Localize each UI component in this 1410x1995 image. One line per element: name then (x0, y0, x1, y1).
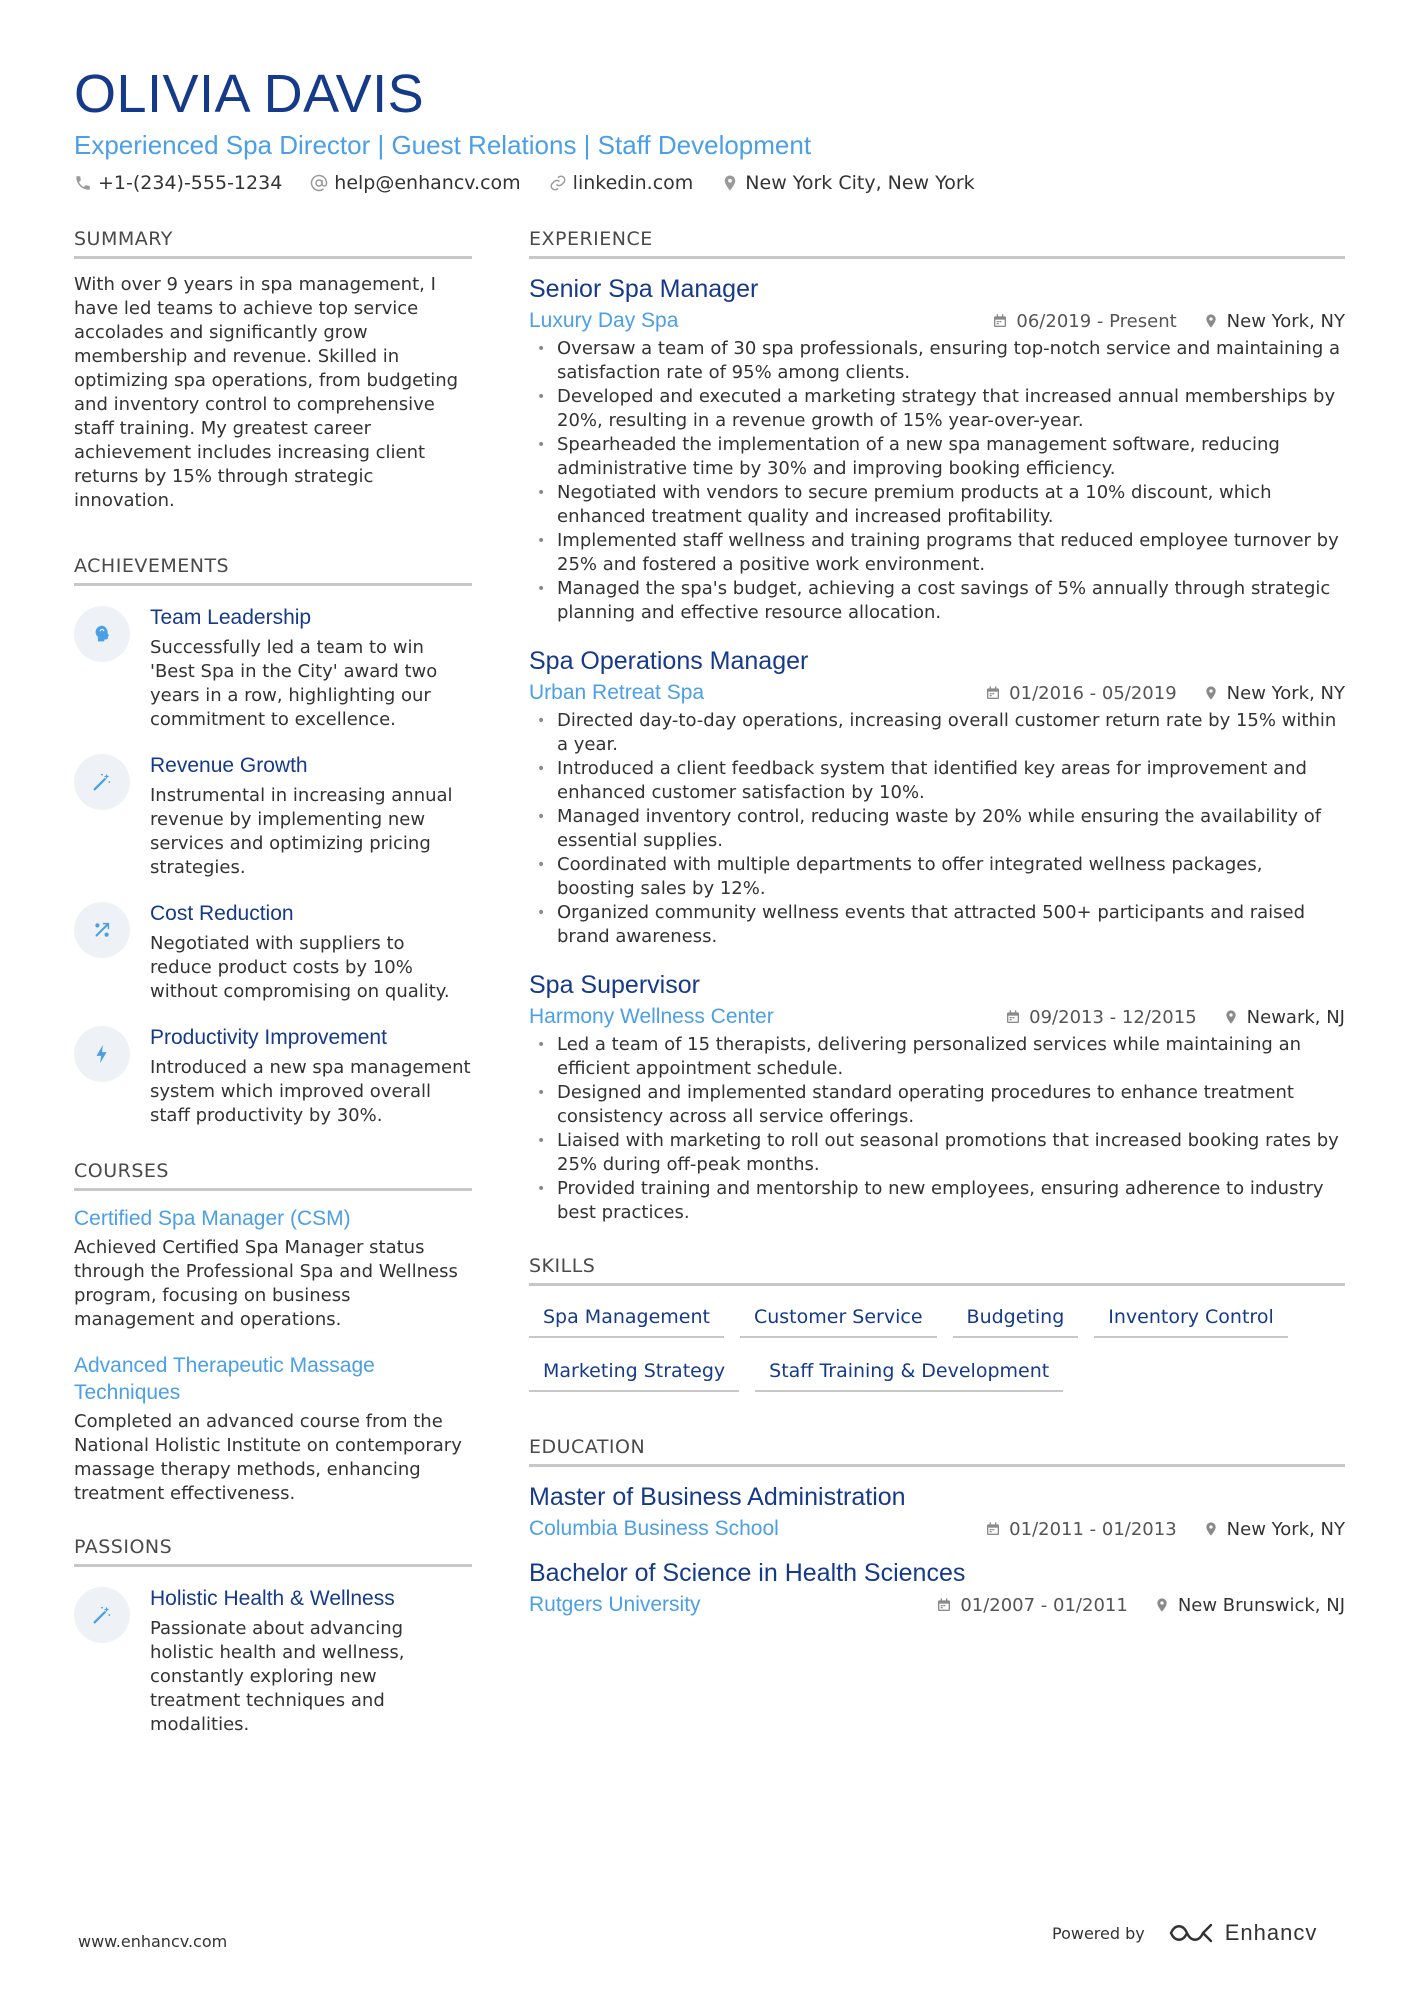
candidate-name: OLIVIA DAVIS (74, 64, 425, 124)
job-entry (529, 645, 1345, 949)
footer-website[interactable]: www.enhancv.com (78, 1932, 228, 1951)
achievement-title: Team Leadership (150, 606, 312, 629)
course-item (74, 1205, 472, 1332)
map-pin-icon (1203, 1521, 1219, 1537)
courses-section (74, 1160, 472, 1506)
skill-tag: Staff Training & Development (755, 1354, 1063, 1392)
achievements-section (74, 555, 472, 1128)
skills-section (529, 1255, 1345, 1392)
job-bullet: • Organized community wellness events that attracted 500+ participants and raised brand awareness. (529, 901, 1345, 949)
course-item (74, 1352, 472, 1506)
contact-location (721, 172, 974, 194)
job-bullet: • Spearheaded the implementation of a new spa management software, reducing administrative time by 30% and improving booking efficiency. (529, 433, 1345, 481)
passion-text: Passionate about advancing holistic health and wellness, constantly exploring new treatment techniques and modalities. (150, 1618, 405, 1735)
brand-logo[interactable] (1167, 1920, 1318, 1946)
contact-linkedin-text: linkedin.com (572, 172, 694, 194)
skill-tag: Customer Service (740, 1300, 937, 1338)
education-location: New Brunswick, NJ (1177, 1594, 1345, 1616)
education-section (529, 1436, 1345, 1617)
job-dates: 01/2016 - 05/2019 (1009, 682, 1177, 704)
passions-heading: PASSIONS (74, 1536, 472, 1567)
job-bullet: • Developed and executed a marketing strategy that increased annual memberships by 20%, resulting in a revenue growth of 15% year-over-year. (529, 385, 1345, 433)
education-degree: Master of Business Administration (529, 1483, 906, 1511)
powered-by-label: Powered by (1052, 1923, 1145, 1943)
education-school: Rutgers University (529, 1593, 701, 1616)
job-bullet: • Provided training and mentorship to new employees, ensuring adherence to industry best practices. (529, 1177, 1345, 1225)
achievement-item (74, 752, 472, 880)
skill-tag: Spa Management (529, 1300, 724, 1338)
skill-tag: Marketing Strategy (529, 1354, 739, 1392)
courses-heading: COURSES (74, 1160, 472, 1191)
education-location: New York, NY (1226, 1518, 1345, 1540)
contact-row (74, 172, 1344, 194)
course-text: Achieved Certified Spa Manager status through the Professional Spa and Wellness program, focusing on business management and operations. (74, 1237, 458, 1330)
skills-list (529, 1300, 1345, 1392)
brand-name: Enhancv (1224, 1920, 1318, 1945)
achievement-text: Instrumental in increasing annual revenue by implementing new services and optimizing pricing strategies. (150, 785, 453, 878)
job-bullet: • Coordinated with multiple departments to offer integrated wellness packages, boosting sales by 12%. (529, 853, 1345, 901)
summary-heading: SUMMARY (74, 228, 472, 259)
job-dates: 09/2013 - 12/2015 (1029, 1006, 1197, 1028)
job-bullets (529, 709, 1345, 949)
achievement-text: Successfully led a team to win 'Best Spa in the City' award two years in a row, highlighting our commitment to excellence. (150, 637, 438, 730)
contact-linkedin[interactable] (549, 172, 694, 194)
passion-item (74, 1585, 472, 1737)
achievement-item (74, 604, 472, 732)
map-pin-icon (1203, 685, 1219, 701)
magic-wand-icon (74, 1587, 130, 1643)
education-dates: 01/2011 - 01/2013 (1009, 1518, 1177, 1540)
job-bullet: • Designed and implemented standard operating procedures to enhance treatment consistency across all service offerings. (529, 1081, 1345, 1129)
job-title: Senior Spa Manager (529, 275, 759, 303)
achievement-title: Revenue Growth (150, 754, 308, 777)
course-title: Certified Spa Manager (CSM) (74, 1207, 351, 1230)
experience-heading: EXPERIENCE (529, 228, 1345, 259)
job-company: Luxury Day Spa (529, 309, 679, 332)
footer-branding (1052, 1920, 1317, 1946)
left-column (74, 228, 472, 1757)
brain-icon (74, 606, 130, 662)
candidate-tagline: Experienced Spa Director | Guest Relations | Staff Development (74, 130, 812, 160)
calendar-icon (985, 1521, 1001, 1537)
summary-text: With over 9 years in spa management, I have led teams to achieve top service accolades and significantly grow membership and revenue. Skilled in optimizing spa operations, from budgeting and inventory control to comprehensive staff training. My greatest career achievement includes increasing client returns by 15% through strategic innovation. (74, 274, 459, 511)
contact-phone[interactable] (74, 172, 282, 194)
job-bullet: • Liaised with marketing to roll out seasonal promotions that increased booking rates by 25% during off-peak months. (529, 1129, 1345, 1177)
map-pin-icon (1154, 1597, 1170, 1613)
calendar-icon (985, 685, 1001, 701)
skill-tag: Budgeting (953, 1300, 1079, 1338)
education-entry (529, 1557, 1345, 1617)
calendar-icon (936, 1597, 952, 1613)
calendar-icon (1005, 1009, 1021, 1025)
job-bullet: • Negotiated with vendors to secure premium products at a 10% discount, which enhanced treatment quality and increased profitability. (529, 481, 1345, 529)
percent-icon (74, 902, 130, 958)
job-bullet: • Managed the spa's budget, achieving a cost savings of 5% annually through strategic planning and effective resource allocation. (529, 577, 1345, 625)
contact-email-text: help@enhancv.com (334, 172, 521, 194)
job-bullets (529, 1033, 1345, 1225)
job-bullet: • Implemented staff wellness and training programs that reduced employee turnover by 25% and fostered a positive work environment. (529, 529, 1345, 577)
calendar-icon (992, 313, 1008, 329)
achievement-title: Cost Reduction (150, 902, 294, 925)
skill-tag: Inventory Control (1094, 1300, 1287, 1338)
job-entry (529, 273, 1345, 625)
achievement-text: Negotiated with suppliers to reduce product costs by 10% without compromising on quality. (150, 933, 450, 1002)
job-title: Spa Supervisor (529, 971, 700, 999)
job-title: Spa Operations Manager (529, 647, 809, 675)
job-bullet: • Managed inventory control, reducing waste by 20% while ensuring the availability of essential supplies. (529, 805, 1345, 853)
summary-section (74, 228, 472, 513)
phone-icon (74, 174, 92, 192)
experience-section (529, 228, 1345, 1225)
education-entry (529, 1481, 1345, 1541)
map-pin-icon (1223, 1009, 1239, 1025)
achievement-item (74, 900, 472, 1004)
contact-location-text: New York City, New York (745, 172, 975, 194)
job-bullet: • Introduced a client feedback system that identified key areas for improvement and enhanced customer satisfaction by 10%. (529, 757, 1345, 805)
job-company: Urban Retreat Spa (529, 681, 705, 704)
job-location: Newark, NJ (1246, 1006, 1345, 1028)
achievement-text: Introduced a new spa management system which improved overall staff productivity by 30%. (150, 1057, 471, 1126)
job-company: Harmony Wellness Center (529, 1005, 774, 1028)
job-location: New York, NY (1226, 682, 1345, 704)
achievement-title: Productivity Improvement (150, 1026, 387, 1049)
job-bullet: • Oversaw a team of 30 spa professionals, ensuring top-notch service and maintaining a satisfaction rate of 95% among clients. (529, 337, 1345, 385)
resume-header (74, 62, 1344, 194)
job-dates: 06/2019 - Present (1016, 310, 1177, 332)
job-bullets (529, 337, 1345, 625)
achievements-heading: ACHIEVEMENTS (74, 555, 472, 586)
magic-wand-icon (74, 754, 130, 810)
passion-title: Holistic Health & Wellness (150, 1587, 395, 1610)
enhancv-logo-icon (1167, 1920, 1215, 1946)
education-dates: 01/2007 - 01/2011 (960, 1594, 1128, 1616)
job-entry (529, 969, 1345, 1225)
right-column (529, 228, 1345, 1633)
lightning-icon (74, 1026, 130, 1082)
achievement-item (74, 1024, 472, 1128)
passions-section (74, 1536, 472, 1737)
at-icon (310, 174, 328, 192)
course-title: Advanced Therapeutic Massage Techniques (74, 1354, 375, 1404)
job-bullet: • Led a team of 15 therapists, delivering personalized services while maintaining an efficient appointment schedule. (529, 1033, 1345, 1081)
contact-email[interactable] (310, 172, 520, 194)
link-icon (549, 174, 567, 192)
map-pin-icon (1203, 313, 1219, 329)
education-school: Columbia Business School (529, 1517, 779, 1540)
skills-heading: SKILLS (529, 1255, 1345, 1286)
course-text: Completed an advanced course from the National Holistic Institute on contemporary massage therapy methods, enhancing treatment effectiveness. (74, 1411, 462, 1504)
map-pin-icon (721, 174, 739, 192)
job-location: New York, NY (1226, 310, 1345, 332)
contact-phone-text: +1-(234)-555-1234 (98, 172, 283, 194)
education-degree: Bachelor of Science in Health Sciences (529, 1559, 966, 1587)
job-bullet: • Directed day-to-day operations, increasing overall customer return rate by 15% within a year. (529, 709, 1345, 757)
education-heading: EDUCATION (529, 1436, 1345, 1467)
